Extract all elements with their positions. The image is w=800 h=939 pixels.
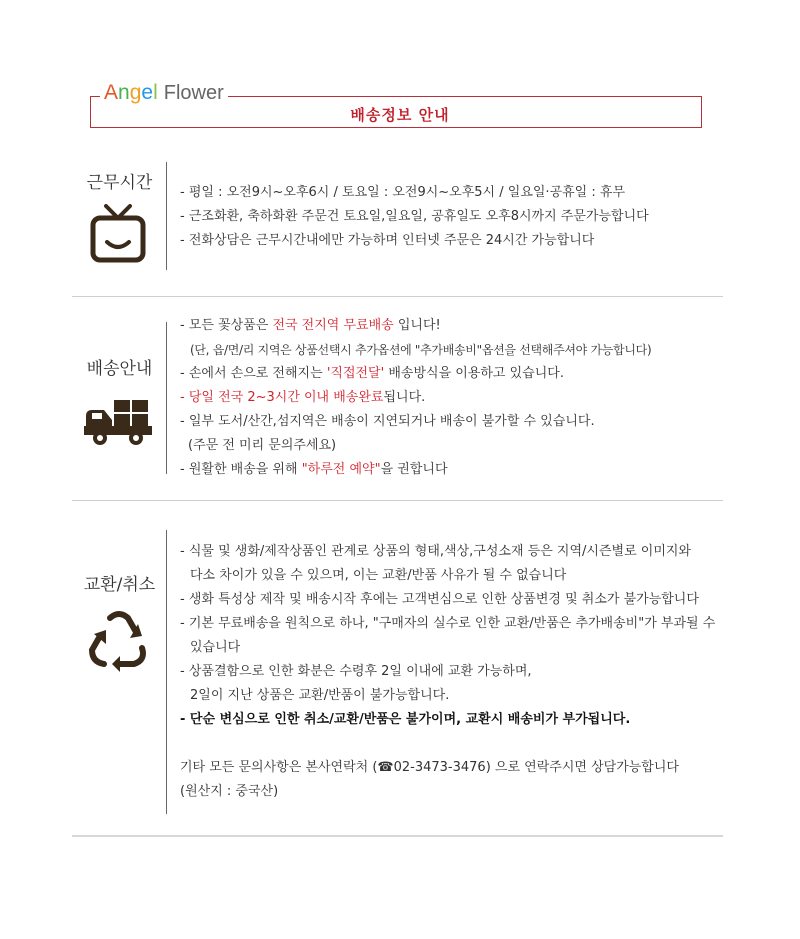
delivery-section: [72, 318, 723, 478]
text-line: - 식물 및 생화/제작상품인 관계로 상품의 형태,색상,구성소재 등은 지역/시즌별로 이미지와: [180, 544, 691, 559]
text-line: - 근조화환, 축하화환 주문건 토요일,일요일, 공휴일도 오후8시까지 주문가능합니다: [180, 209, 649, 224]
text-line: 있습니다: [190, 640, 241, 655]
tv-icon: [90, 204, 146, 268]
text-line: (단, 읍/면/리 지역은 상품선택시 추가옵션에 "추가배송비"옵션을 선택해주셔야 가능합니다): [190, 343, 652, 357]
working-hours-section: [72, 160, 723, 272]
text-line: - 생화 특성상 제작 및 배송시작 후에는 고객변심으로 인한 상품변경 및 취소가 불가능합니다: [180, 592, 699, 607]
text-line: - 평일 : 오전9시~오후6시 / 토요일 : 오전9시~오후5시 / 일요일·공휴일 : 휴무: [180, 185, 625, 200]
section-content: [180, 540, 723, 804]
text-line: - 일부 도서/산간,섬지역은 배송이 지연되거나 배송이 불가할 수 있습니다.: [180, 414, 595, 429]
section-label: 근무시간: [86, 173, 153, 193]
text-line: 2일이 지난 상품은 교환/반품이 불가능합니다.: [190, 688, 450, 703]
recycle-icon: [84, 608, 154, 678]
section-content: [180, 314, 723, 482]
exchange-cancel-section: [72, 528, 723, 814]
section-content: [180, 181, 723, 253]
text-line: (원산지 : 중국산): [180, 784, 279, 799]
text-line: 기타 모든 문의사항은 본사연락처 (☎02-3473-3476) 으로 연락주시면 상담가능합니다: [180, 760, 679, 775]
bottom-divider: [72, 835, 723, 837]
text-line: - 상품결함으로 인한 화분은 수령후 2일 이내에 교환 가능하며,: [180, 664, 532, 679]
section-divider: [72, 296, 723, 297]
delivery-truck-icon: [84, 398, 154, 452]
section-label: 배송안내: [86, 359, 153, 379]
text-line: - 전화상담은 근무시간내에만 가능하며 인터넷 주문은 24시간 가능합니다: [180, 233, 595, 248]
text-line: - 단순 변심으로 인한 취소/교환/반품은 불가이며, 교환시 배송비가 부가됩니다.: [180, 712, 631, 727]
text-line: - 당일 전국 2~3시간 이내 배송완료됩니다.: [180, 390, 426, 405]
text-line: - 모든 꽃상품은 전국 전지역 무료배송 입니다!: [180, 318, 441, 333]
divider: [166, 530, 167, 814]
page-title: 배송정보 안내: [350, 106, 450, 124]
section-divider: [72, 500, 723, 501]
divider: [166, 162, 167, 270]
section-label: 교환/취소: [83, 575, 156, 595]
text-line: (주문 전 미리 문의주세요): [188, 438, 337, 453]
text-line: - 원활한 배송을 위해 "하루전 예약"을 권합니다: [180, 462, 448, 477]
text-line: 다소 차이가 있을 수 있으며, 이는 교환/반품 사유가 될 수 없습니다: [190, 568, 567, 583]
text-line: - 기본 무료배송을 원칙으로 하나, "구매자의 실수로 인한 교환/반품은 추가배송비"가 부과될 수: [180, 616, 716, 631]
divider: [166, 322, 167, 474]
angel-flower-logo: Angel Flower: [100, 78, 228, 108]
text-line: - 손에서 손으로 전해지는 '직접전달' 배송방식을 이용하고 있습니다.: [180, 366, 564, 381]
